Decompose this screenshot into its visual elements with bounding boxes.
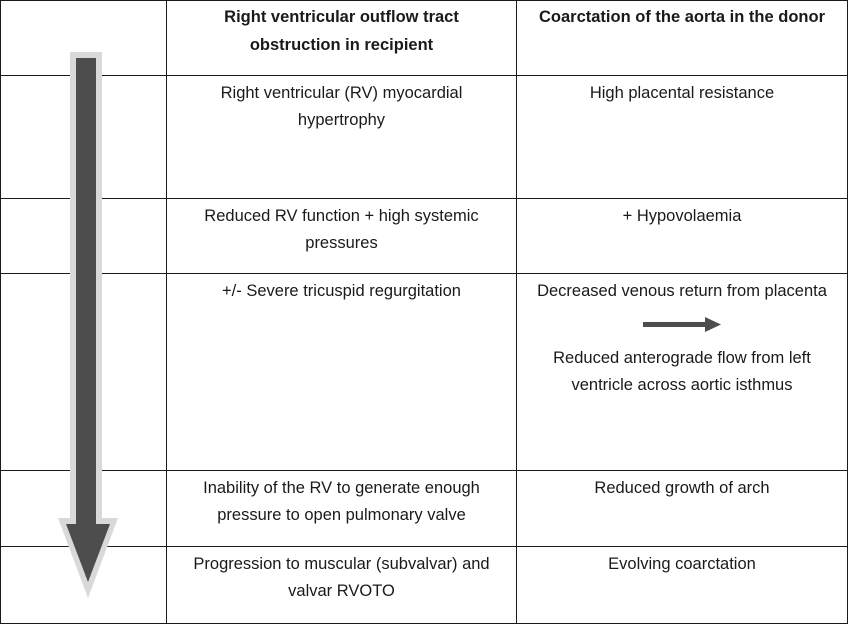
arrow-column-header-cell: [1, 1, 167, 76]
recipient-cell: [167, 471, 517, 547]
recipient-cell: [167, 76, 517, 199]
donor-text: High placental resistance: [589, 84, 775, 102]
arrow-column-cell: [1, 547, 167, 624]
recipient-text: Inability of the RV to generate enough pressure to open pulmonary valve: [203, 479, 480, 524]
table-header-row: [1, 1, 848, 76]
donor-text: Reduced growth of arch: [594, 479, 770, 497]
donor-cell: [517, 76, 848, 199]
recipient-cell: [167, 274, 517, 471]
donor-text-bottom: Reduced anterograde flow from left ventricle across aortic isthmus: [553, 349, 811, 394]
recipient-text: Right ventricular (RV) myocardial hypertrophy: [220, 84, 463, 129]
donor-cell: [517, 274, 848, 471]
recipient-cell: [167, 199, 517, 274]
donor-header-cell: [517, 1, 848, 76]
donor-text-top: Decreased venous return from placenta: [537, 282, 827, 300]
table-row: [1, 547, 848, 624]
recipient-column-header: Right ventricular outflow tract obstruction in recipient: [224, 8, 459, 54]
recipient-text: Reduced RV function + high systemic pressures: [204, 207, 479, 252]
table-row: [1, 199, 848, 274]
recipient-text: +/- Severe tricuspid regurgitation: [222, 282, 461, 300]
arrow-column-cell: [1, 274, 167, 471]
recipient-header-cell: [167, 1, 517, 76]
arrow-column-cell: [1, 199, 167, 274]
donor-cell: [517, 471, 848, 547]
table-row: [1, 76, 848, 199]
table-row: [1, 471, 848, 547]
recipient-cell: [167, 547, 517, 624]
table-row: [1, 274, 848, 471]
arrow-column-cell: [1, 76, 167, 199]
donor-cell: [517, 199, 848, 274]
donor-text: + Hypovolaemia: [622, 207, 742, 225]
donor-text: Evolving coarctation: [608, 555, 756, 573]
donor-cell: [517, 547, 848, 624]
arrow-column-cell: [1, 471, 167, 547]
donor-column-header: Coarctation of the aorta in the donor: [538, 8, 825, 26]
recipient-text: Progression to muscular (subvalvar) and valvar RVOTO: [193, 555, 490, 600]
right-arrow-icon: [527, 305, 837, 345]
